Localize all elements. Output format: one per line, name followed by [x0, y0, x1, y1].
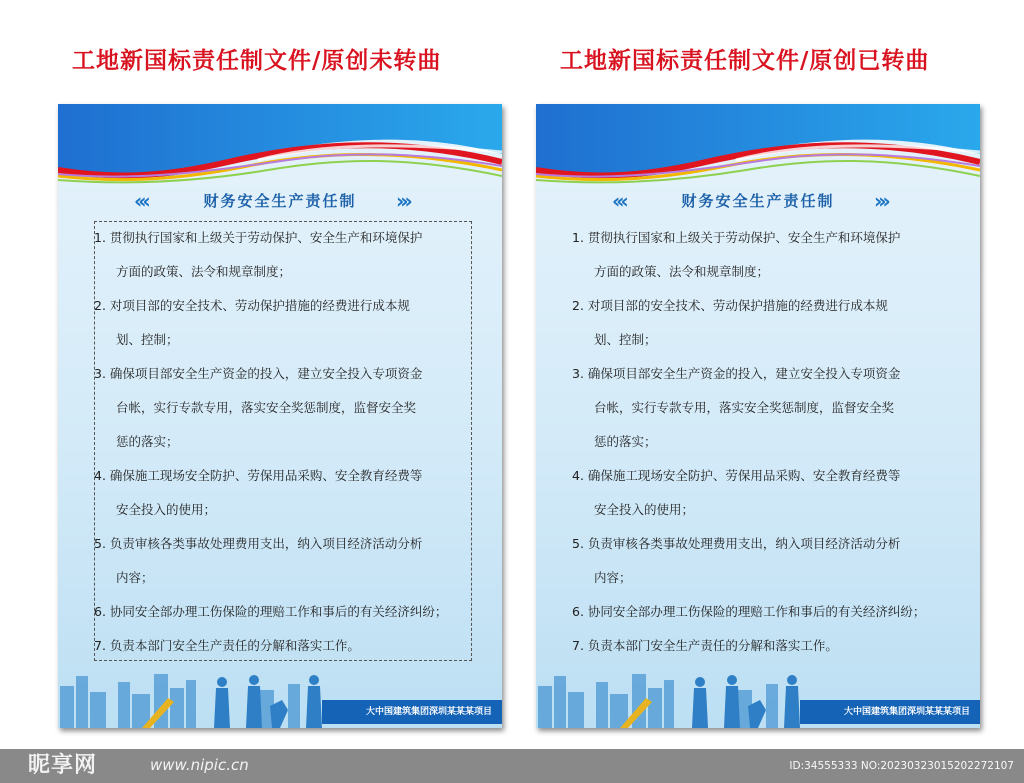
- footer-company-text: 大中国建筑集团深圳某某某项目: [843, 707, 970, 717]
- chevron-left-icon: ‹‹‹: [134, 189, 147, 213]
- list-item: 7. 负责本部门安全生产责任的分解和落实工作。: [572, 638, 838, 653]
- list-item: 2. 对项目部的安全技术、劳动保护措施的经费进行成本规 划、控制；: [572, 298, 888, 347]
- wave-header-graphic: [536, 104, 980, 184]
- list-item: 6. 协同安全部办理工伤保险的理赔工作和事后的有关经济纠纷；: [94, 604, 448, 619]
- board-heading: 财务安全生产责任制: [203, 192, 357, 210]
- watermark-logo: 昵享网: [28, 753, 98, 778]
- list-item: 5. 负责审核各类事故处理费用支出，纳入项目经济活动分析 内容；: [94, 536, 423, 585]
- responsibility-list: [572, 221, 972, 663]
- right-board: [536, 104, 980, 728]
- list-item: 5. 负责审核各类事故处理费用支出，纳入项目经济活动分析 内容；: [572, 536, 901, 585]
- right-poster-title: 工地新国标责任制文件/原创已转曲: [560, 48, 930, 74]
- footer-company-text: 大中国建筑集团深圳某某某项目: [365, 707, 492, 717]
- board-heading: 财务安全生产责任制: [681, 192, 835, 210]
- left-board: [58, 104, 502, 728]
- chevron-right-icon: ›››: [396, 189, 409, 213]
- list-item: 1. 贯彻执行国家和上级关于劳动保护、安全生产和环境保护 方面的政策、法令和规章制度；: [572, 230, 901, 279]
- list-item: 7. 负责本部门安全生产责任的分解和落实工作。: [94, 638, 360, 653]
- watermark-id: ID:34555333 NO:20230323015202272107: [789, 760, 1014, 772]
- watermark-site: www.nipic.cn: [150, 756, 249, 774]
- wave-header-graphic: [58, 104, 502, 184]
- left-poster-title: 工地新国标责任制文件/原创未转曲: [72, 48, 442, 74]
- chevron-left-icon: ‹‹‹: [612, 189, 625, 213]
- chevron-right-icon: ›››: [874, 189, 887, 213]
- list-item: 4. 确保施工现场安全防护、劳保用品采购、安全教育经费等 安全投入的使用；: [94, 468, 423, 517]
- list-item: 1. 贯彻执行国家和上级关于劳动保护、安全生产和环境保护 方面的政策、法令和规章制度；: [94, 230, 423, 279]
- list-item: 2. 对项目部的安全技术、劳动保护措施的经费进行成本规 划、控制；: [94, 298, 410, 347]
- responsibility-list: [94, 221, 494, 663]
- list-item: 4. 确保施工现场安全防护、劳保用品采购、安全教育经费等 安全投入的使用；: [572, 468, 901, 517]
- watermark-bar: [0, 749, 1024, 783]
- list-item: 3. 确保项目部安全生产资金的投入，建立安全投入专项资金 台帐，实行专款专用，落实安全奖惩制度，监督安全奖 惩的落实；: [94, 366, 423, 449]
- list-item: 3. 确保项目部安全生产资金的投入，建立安全投入专项资金 台帐，实行专款专用，落实安全奖惩制度，监督安全奖 惩的落实；: [572, 366, 901, 449]
- list-item: 6. 协同安全部办理工伤保险的理赔工作和事后的有关经济纠纷；: [572, 604, 926, 619]
